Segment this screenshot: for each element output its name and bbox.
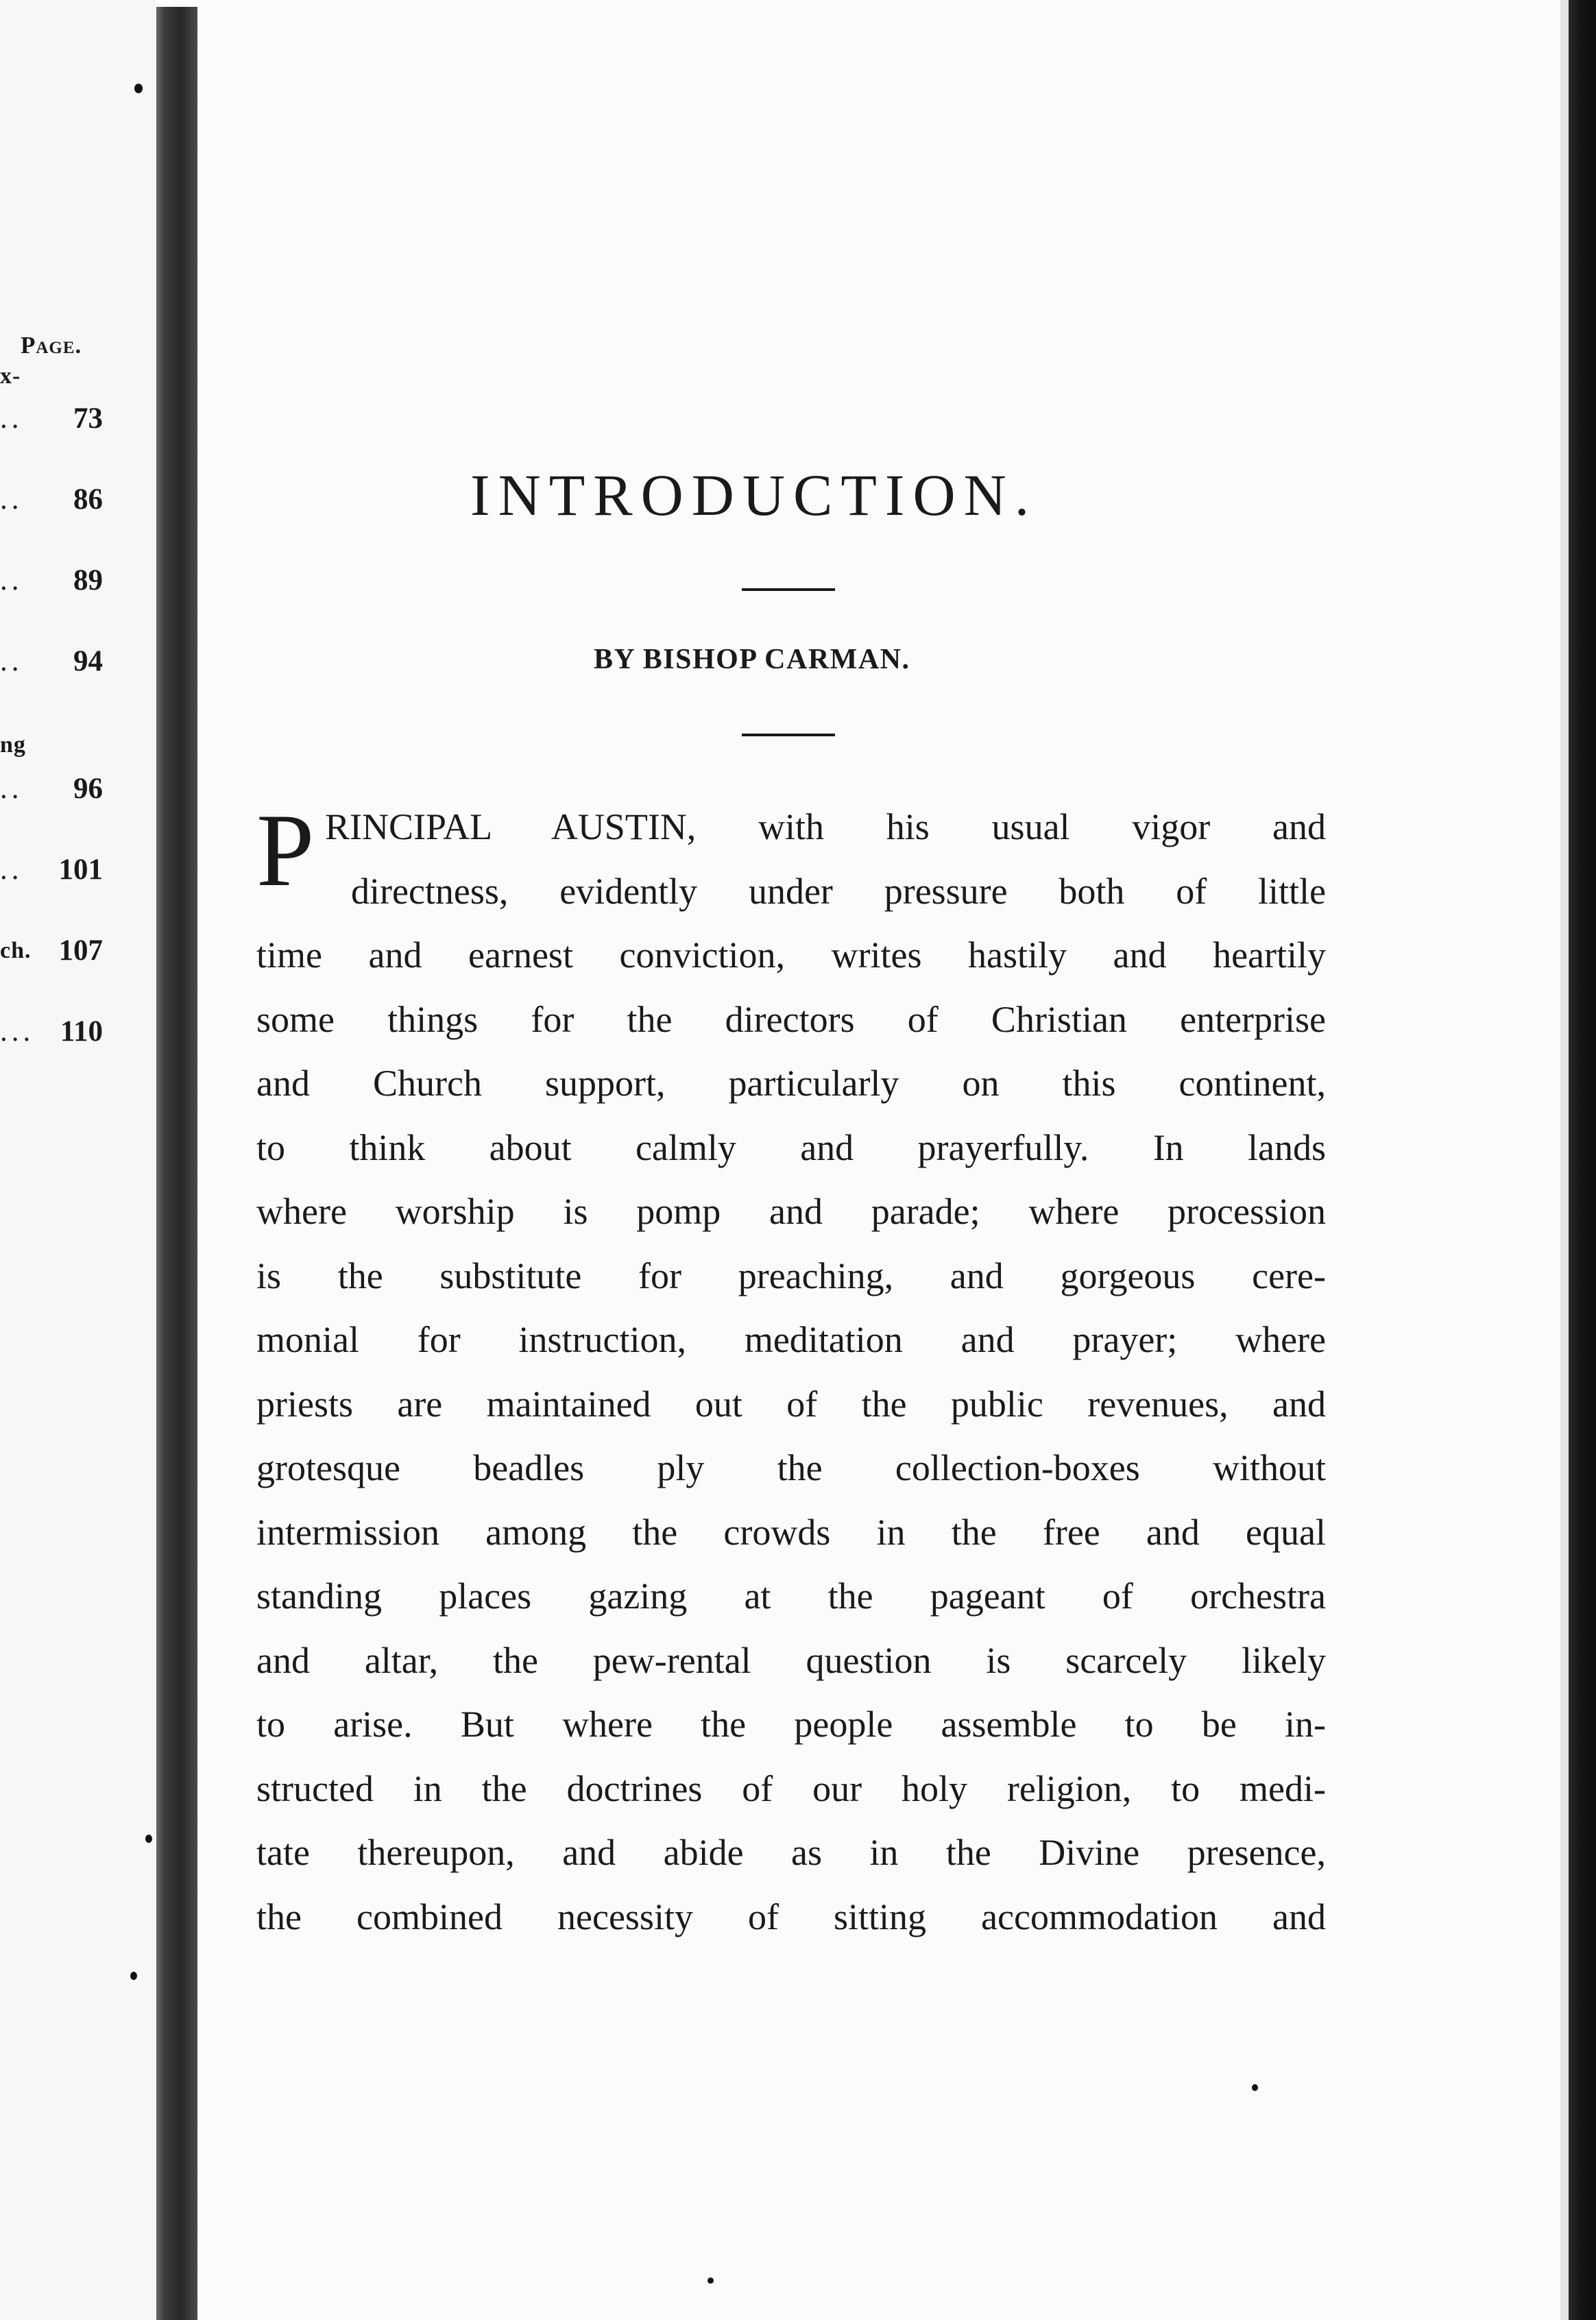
scan-speck <box>145 1835 152 1843</box>
toc-leader: .. <box>0 402 23 435</box>
text-line: directness, evidently under pressure both of little <box>351 870 1326 912</box>
toc-page-number: 96 <box>73 773 103 805</box>
toc-page-header: Page. <box>21 332 82 359</box>
text-line: is the substitute for preaching, and gorgeous cere- <box>256 1255 1326 1296</box>
page-title: INTRODUCTION. <box>470 462 1038 528</box>
text-line: where worship is pomp and parade; where procession <box>256 1191 1326 1232</box>
toc-text-fragment: ng <box>0 732 26 758</box>
toc-leader: ... <box>0 1015 35 1048</box>
toc-text-fragment: x- <box>0 363 21 389</box>
toc-page-number: 94 <box>73 645 103 677</box>
scan-speck <box>708 2277 714 2284</box>
toc-page-number: 110 <box>60 1015 103 1048</box>
text-line: to arise. But where the people assemble to be in- <box>256 1704 1326 1745</box>
toc-leader: .. <box>0 854 23 886</box>
text-line: structed in the doctrines of our holy religion, to medi- <box>256 1767 1326 1809</box>
text-line: the combined necessity of sitting accommodation and <box>256 1896 1326 1937</box>
toc-leader: .. <box>0 773 23 805</box>
text-line: to think about calmly and prayerfully. In lands <box>256 1126 1326 1168</box>
book-gutter <box>156 7 197 2320</box>
text-line: and altar, the pew-rental question is scarcely likely <box>256 1639 1326 1681</box>
text-line: monial for instruction, meditation and prayer; where <box>256 1319 1326 1360</box>
author-byline: BY BISHOP CARMAN. <box>594 644 910 675</box>
text-line: RINCIPAL AUSTIN, with his usual vigor and <box>325 806 1326 847</box>
scan-speck <box>1252 2084 1258 2091</box>
scan-speck <box>134 84 143 93</box>
text-line: grotesque beadles ply the collection-boxes without <box>256 1447 1326 1488</box>
text-line: some things for the directors of Christian enterprise <box>256 998 1326 1040</box>
toc-page-number: 89 <box>73 564 103 596</box>
text-line: priests are maintained out of the public revenues, and <box>256 1383 1326 1425</box>
drop-cap: P <box>256 793 315 908</box>
text-line: intermission among the crowds in the free and equal <box>256 1511 1326 1553</box>
toc-leader: .. <box>0 645 23 677</box>
scan-border <box>1569 0 1596 2320</box>
divider-rule <box>742 734 835 736</box>
text-line: and Church support, particularly on this continent, <box>256 1063 1326 1104</box>
scan-speck <box>130 1972 137 1980</box>
toc-page-number: 107 <box>58 934 103 967</box>
page-edge <box>1560 0 1569 2320</box>
toc-page-number: 101 <box>58 854 103 886</box>
toc-leader: ch. <box>0 938 32 963</box>
toc-page-number: 86 <box>73 483 103 516</box>
body-paragraph <box>256 795 1326 1949</box>
toc-page-number: 73 <box>73 402 103 435</box>
toc-leader: .. <box>0 483 23 516</box>
toc-leader: .. <box>0 564 23 596</box>
text-line: standing places gazing at the pageant of orchestra <box>256 1575 1326 1617</box>
text-line: tate thereupon, and abide as in the Divine presence, <box>256 1832 1326 1873</box>
divider-rule <box>742 588 835 591</box>
text-line: time and earnest conviction, writes hastily and heartily <box>256 934 1326 976</box>
